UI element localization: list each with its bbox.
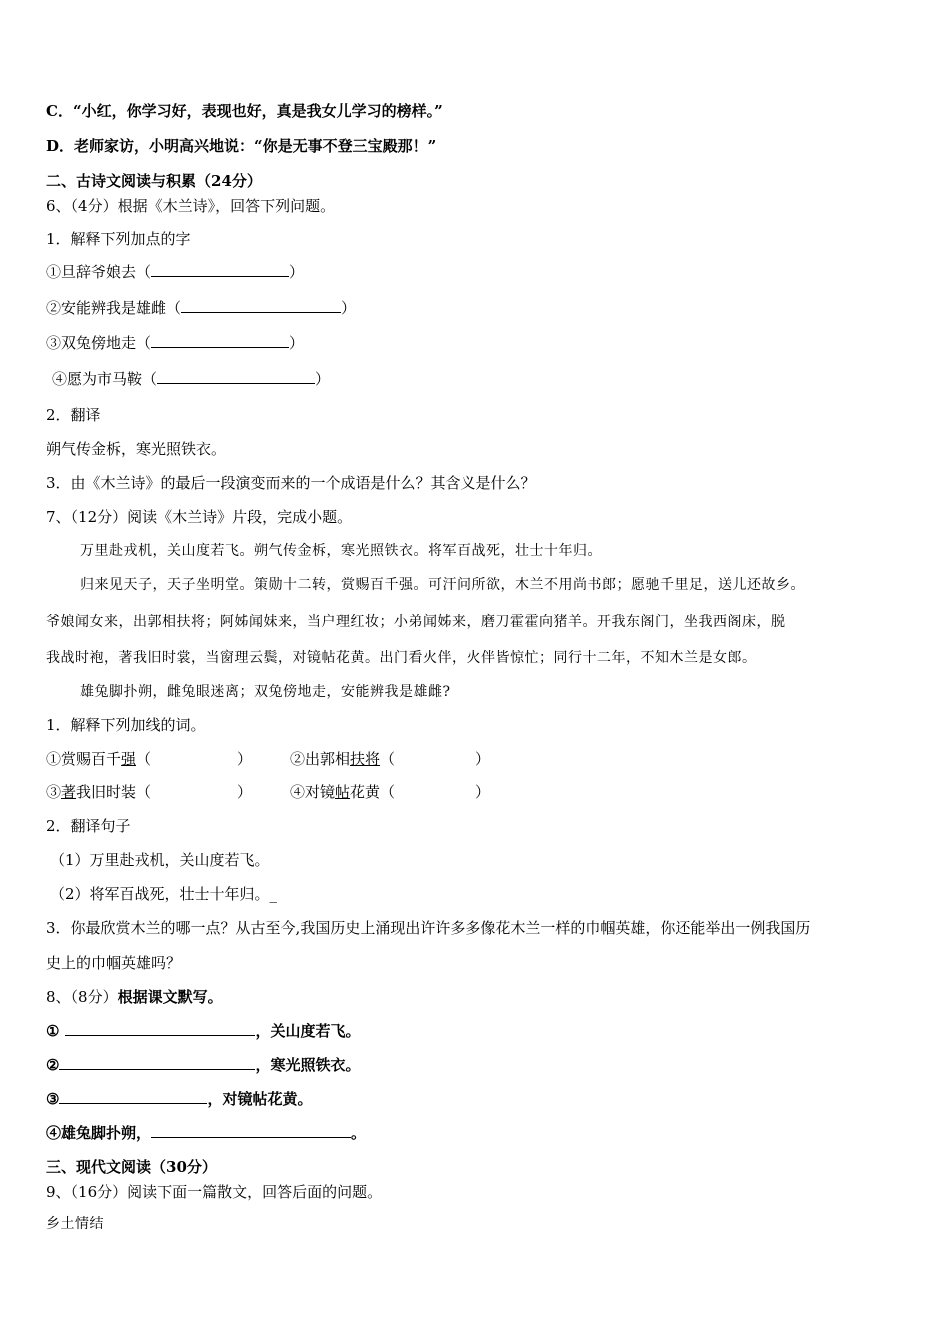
translate-item: （2）将军百战死，壮士十年归。_ <box>50 885 278 903</box>
answer-blank[interactable] <box>151 262 289 277</box>
subquestion-title: 3．你最欣赏木兰的哪一点？从古至今,我国历史上涌现出许许多多像花木兰一样的巾帼英雄，你还能举出一例我国历 <box>46 919 811 937</box>
dictation-item: ④雄兔脚扑朔， 。 <box>46 1124 367 1142</box>
word-item: ①赏赐百千强（ ） <box>46 750 253 768</box>
subquestion-title: 2．翻译 <box>46 406 101 424</box>
translate-item: （1）万里赴戎机，关山度若飞。 <box>50 851 270 869</box>
section-heading: 二、古诗文阅读与积累（24分） <box>46 172 262 190</box>
word-item: ②出郭相扶将（ ） <box>290 750 491 768</box>
option-d: D．老师家访，小明高兴地说：“你是无事不登三宝殿那！” <box>46 137 437 155</box>
answer-blank[interactable] <box>59 1089 207 1104</box>
answer-blank[interactable] <box>151 333 289 348</box>
dictation-item: ③ ，对镜帖花黄。 <box>46 1090 313 1108</box>
question-stem: 9、（16分）阅读下面一篇散文，回答后面的问题。 <box>46 1183 383 1201</box>
dictation-item: ① ，关山度若飞。 <box>46 1022 361 1040</box>
passage-line: 雄兔脚扑朔，雌兔眼迷离；双兔傍地走，安能辨我是雄雌? <box>80 684 451 700</box>
subquestion-title: 2．翻译句子 <box>46 817 131 835</box>
answer-blank[interactable] <box>151 1123 351 1138</box>
answer-blank[interactable] <box>65 1021 255 1036</box>
subquestion-title: 1．解释下列加线的词。 <box>46 716 206 734</box>
section-heading: 三、现代文阅读（30分） <box>46 1158 217 1176</box>
option-c: C．“小红，你学习好，表现也好，真是我女儿学习的榜样。” <box>46 102 443 120</box>
passage-line: 我战时袍，著我旧时裳，当窗理云鬓，对镜帖花黄。出门看火伴，火伴皆惊忙；同行十二年，不知木兰是女郎。 <box>46 650 757 666</box>
article-title: 乡土情结 <box>46 1216 104 1232</box>
passage-line: 归来见天子，天子坐明堂。策勋十二转，赏赐百千强。可汗问所欲，木兰不用尚书郎；愿驰千里足，送儿还故乡。 <box>80 577 805 593</box>
word-item: ③著我旧时装（ ） <box>46 783 253 801</box>
answer-blank[interactable] <box>157 369 315 384</box>
explain-item: ②安能辨我是雄雌（ ） <box>46 299 357 317</box>
explain-item: ①旦辞爷娘去（ ） <box>46 263 305 281</box>
translate-text: 朔气传金柝，寒光照铁衣。 <box>46 440 227 458</box>
question-stem: 7、（12分）阅读《木兰诗》片段，完成小题。 <box>46 508 353 526</box>
question-stem: 6、（4分）根据《木兰诗》，回答下列问题。 <box>46 197 336 215</box>
question-stem: 8、（8分）根据课文默写。 <box>46 988 223 1006</box>
passage-line: 爷娘闻女来，出郭相扶将；阿姊闻妹来，当户理红妆；小弟闻姊来，磨刀霍霍向猪羊。开我东阁门，坐我西阁床，脱 <box>46 614 786 630</box>
word-item: ④对镜帖花黄（ ） <box>290 783 491 801</box>
explain-item: ③双兔傍地走（ ） <box>46 334 305 352</box>
answer-blank[interactable] <box>59 1055 255 1070</box>
subquestion-title: 史上的巾帼英雄吗？ <box>46 954 182 972</box>
passage-line: 万里赴戎机，关山度若飞。朔气传金柝，寒光照铁衣。将军百战死，壮士十年归。 <box>80 543 602 559</box>
answer-blank[interactable] <box>181 298 341 313</box>
subquestion-title: 3．由《木兰诗》的最后一段演变而来的一个成语是什么？其含义是什么？ <box>46 474 536 492</box>
dictation-item: ② ，寒光照铁衣。 <box>46 1056 361 1074</box>
explain-item: ④愿为市马鞍（ ） <box>52 370 331 388</box>
subquestion-title: 1．解释下列加点的字 <box>46 230 191 248</box>
